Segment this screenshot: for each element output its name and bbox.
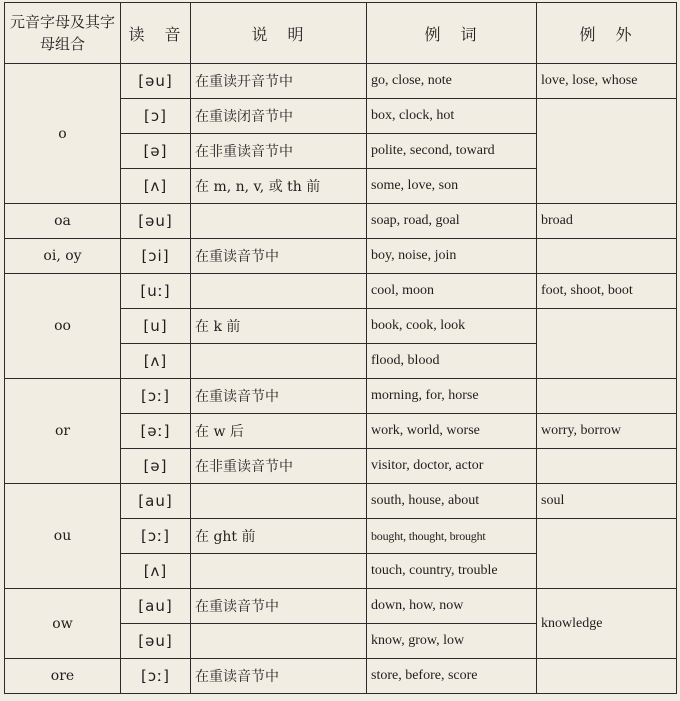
header-combo: 元音字母及其字母组合 xyxy=(5,3,121,64)
sound-cell: [ɔi] xyxy=(121,239,191,274)
sound-cell: [ɔ] xyxy=(121,99,191,134)
examples-cell: work, world, worse xyxy=(367,414,537,449)
table-row xyxy=(5,204,677,239)
sound-cell: [ə] xyxy=(121,449,191,484)
sound-cell: [u] xyxy=(121,309,191,344)
examples-cell: some, love, son xyxy=(367,169,537,204)
sound-cell: [ɔː] xyxy=(121,659,191,694)
sound-cell: [əu] xyxy=(121,204,191,239)
note-cell: 在重读音节中 xyxy=(191,379,367,414)
examples-cell: down, how, now xyxy=(367,589,537,624)
combo-cell: or xyxy=(5,379,121,484)
sound-cell: [ə] xyxy=(121,134,191,169)
examples-cell: visitor, doctor, actor xyxy=(367,449,537,484)
exceptions-cell xyxy=(537,519,677,589)
sound-cell: [au] xyxy=(121,484,191,519)
note-cell: 在非重读音节中 xyxy=(191,449,367,484)
note-cell xyxy=(191,484,367,519)
examples-cell: boy, noise, join xyxy=(367,239,537,274)
vowel-pronunciation-table xyxy=(4,2,677,694)
table-header-row xyxy=(5,3,677,64)
exceptions-cell xyxy=(537,309,677,379)
exceptions-cell xyxy=(537,449,677,484)
note-cell: 在重读音节中 xyxy=(191,659,367,694)
table-row xyxy=(5,589,677,624)
examples-cell: bought, thought, brought xyxy=(367,519,537,554)
note-cell: 在重读音节中 xyxy=(191,589,367,624)
table-row xyxy=(5,274,677,309)
table-row xyxy=(5,64,677,99)
note-cell: 在 ght 前 xyxy=(191,519,367,554)
note-cell: 在 k 前 xyxy=(191,309,367,344)
sound-cell: [ʌ] xyxy=(121,169,191,204)
note-cell: 在 m, n, v, 或 th 前 xyxy=(191,169,367,204)
exceptions-cell: broad xyxy=(537,204,677,239)
note-cell: 在重读闭音节中 xyxy=(191,99,367,134)
note-cell xyxy=(191,274,367,309)
examples-cell: flood, blood xyxy=(367,344,537,379)
sound-cell: [au] xyxy=(121,589,191,624)
table-row xyxy=(5,379,677,414)
exceptions-cell xyxy=(537,99,677,204)
header-exceptions: 例 外 xyxy=(537,3,677,64)
combo-cell: o xyxy=(5,64,121,204)
combo-cell: oi, oy xyxy=(5,239,121,274)
combo-cell: ow xyxy=(5,589,121,659)
note-cell xyxy=(191,204,367,239)
note-cell: 在 w 后 xyxy=(191,414,367,449)
examples-cell: go, close, note xyxy=(367,64,537,99)
sound-cell: [ʌ] xyxy=(121,554,191,589)
note-cell: 在非重读音节中 xyxy=(191,134,367,169)
combo-cell: oa xyxy=(5,204,121,239)
table-row xyxy=(5,659,677,694)
exceptions-cell: knowledge xyxy=(537,589,677,659)
sound-cell: [ɔː] xyxy=(121,379,191,414)
exceptions-cell: worry, borrow xyxy=(537,414,677,449)
examples-cell: book, cook, look xyxy=(367,309,537,344)
exceptions-cell: soul xyxy=(537,484,677,519)
examples-cell: polite, second, toward xyxy=(367,134,537,169)
note-cell: 在重读音节中 xyxy=(191,239,367,274)
exceptions-cell xyxy=(537,659,677,694)
combo-cell: ou xyxy=(5,484,121,589)
table-row xyxy=(5,239,677,274)
sound-cell: [əː] xyxy=(121,414,191,449)
examples-cell: south, house, about xyxy=(367,484,537,519)
sound-cell: [ʌ] xyxy=(121,344,191,379)
note-cell xyxy=(191,554,367,589)
examples-cell: touch, country, trouble xyxy=(367,554,537,589)
examples-cell: morning, for, horse xyxy=(367,379,537,414)
exceptions-cell: foot, shoot, boot xyxy=(537,274,677,309)
note-cell xyxy=(191,344,367,379)
examples-cell: soap, road, goal xyxy=(367,204,537,239)
sound-cell: [əu] xyxy=(121,624,191,659)
note-cell xyxy=(191,624,367,659)
examples-cell: know, grow, low xyxy=(367,624,537,659)
table-row xyxy=(5,484,677,519)
sound-cell: [ɔː] xyxy=(121,519,191,554)
sound-cell: [uː] xyxy=(121,274,191,309)
combo-cell: ore xyxy=(5,659,121,694)
exceptions-cell xyxy=(537,379,677,414)
sound-cell: [əu] xyxy=(121,64,191,99)
note-cell: 在重读开音节中 xyxy=(191,64,367,99)
combo-cell: oo xyxy=(5,274,121,379)
examples-cell: store, before, score xyxy=(367,659,537,694)
exceptions-cell xyxy=(537,239,677,274)
exceptions-cell: love, lose, whose xyxy=(537,64,677,99)
header-note: 说 明 xyxy=(191,3,367,64)
header-sound: 读 音 xyxy=(121,3,191,64)
header-examples: 例 词 xyxy=(367,3,537,64)
examples-cell: cool, moon xyxy=(367,274,537,309)
examples-cell: box, clock, hot xyxy=(367,99,537,134)
